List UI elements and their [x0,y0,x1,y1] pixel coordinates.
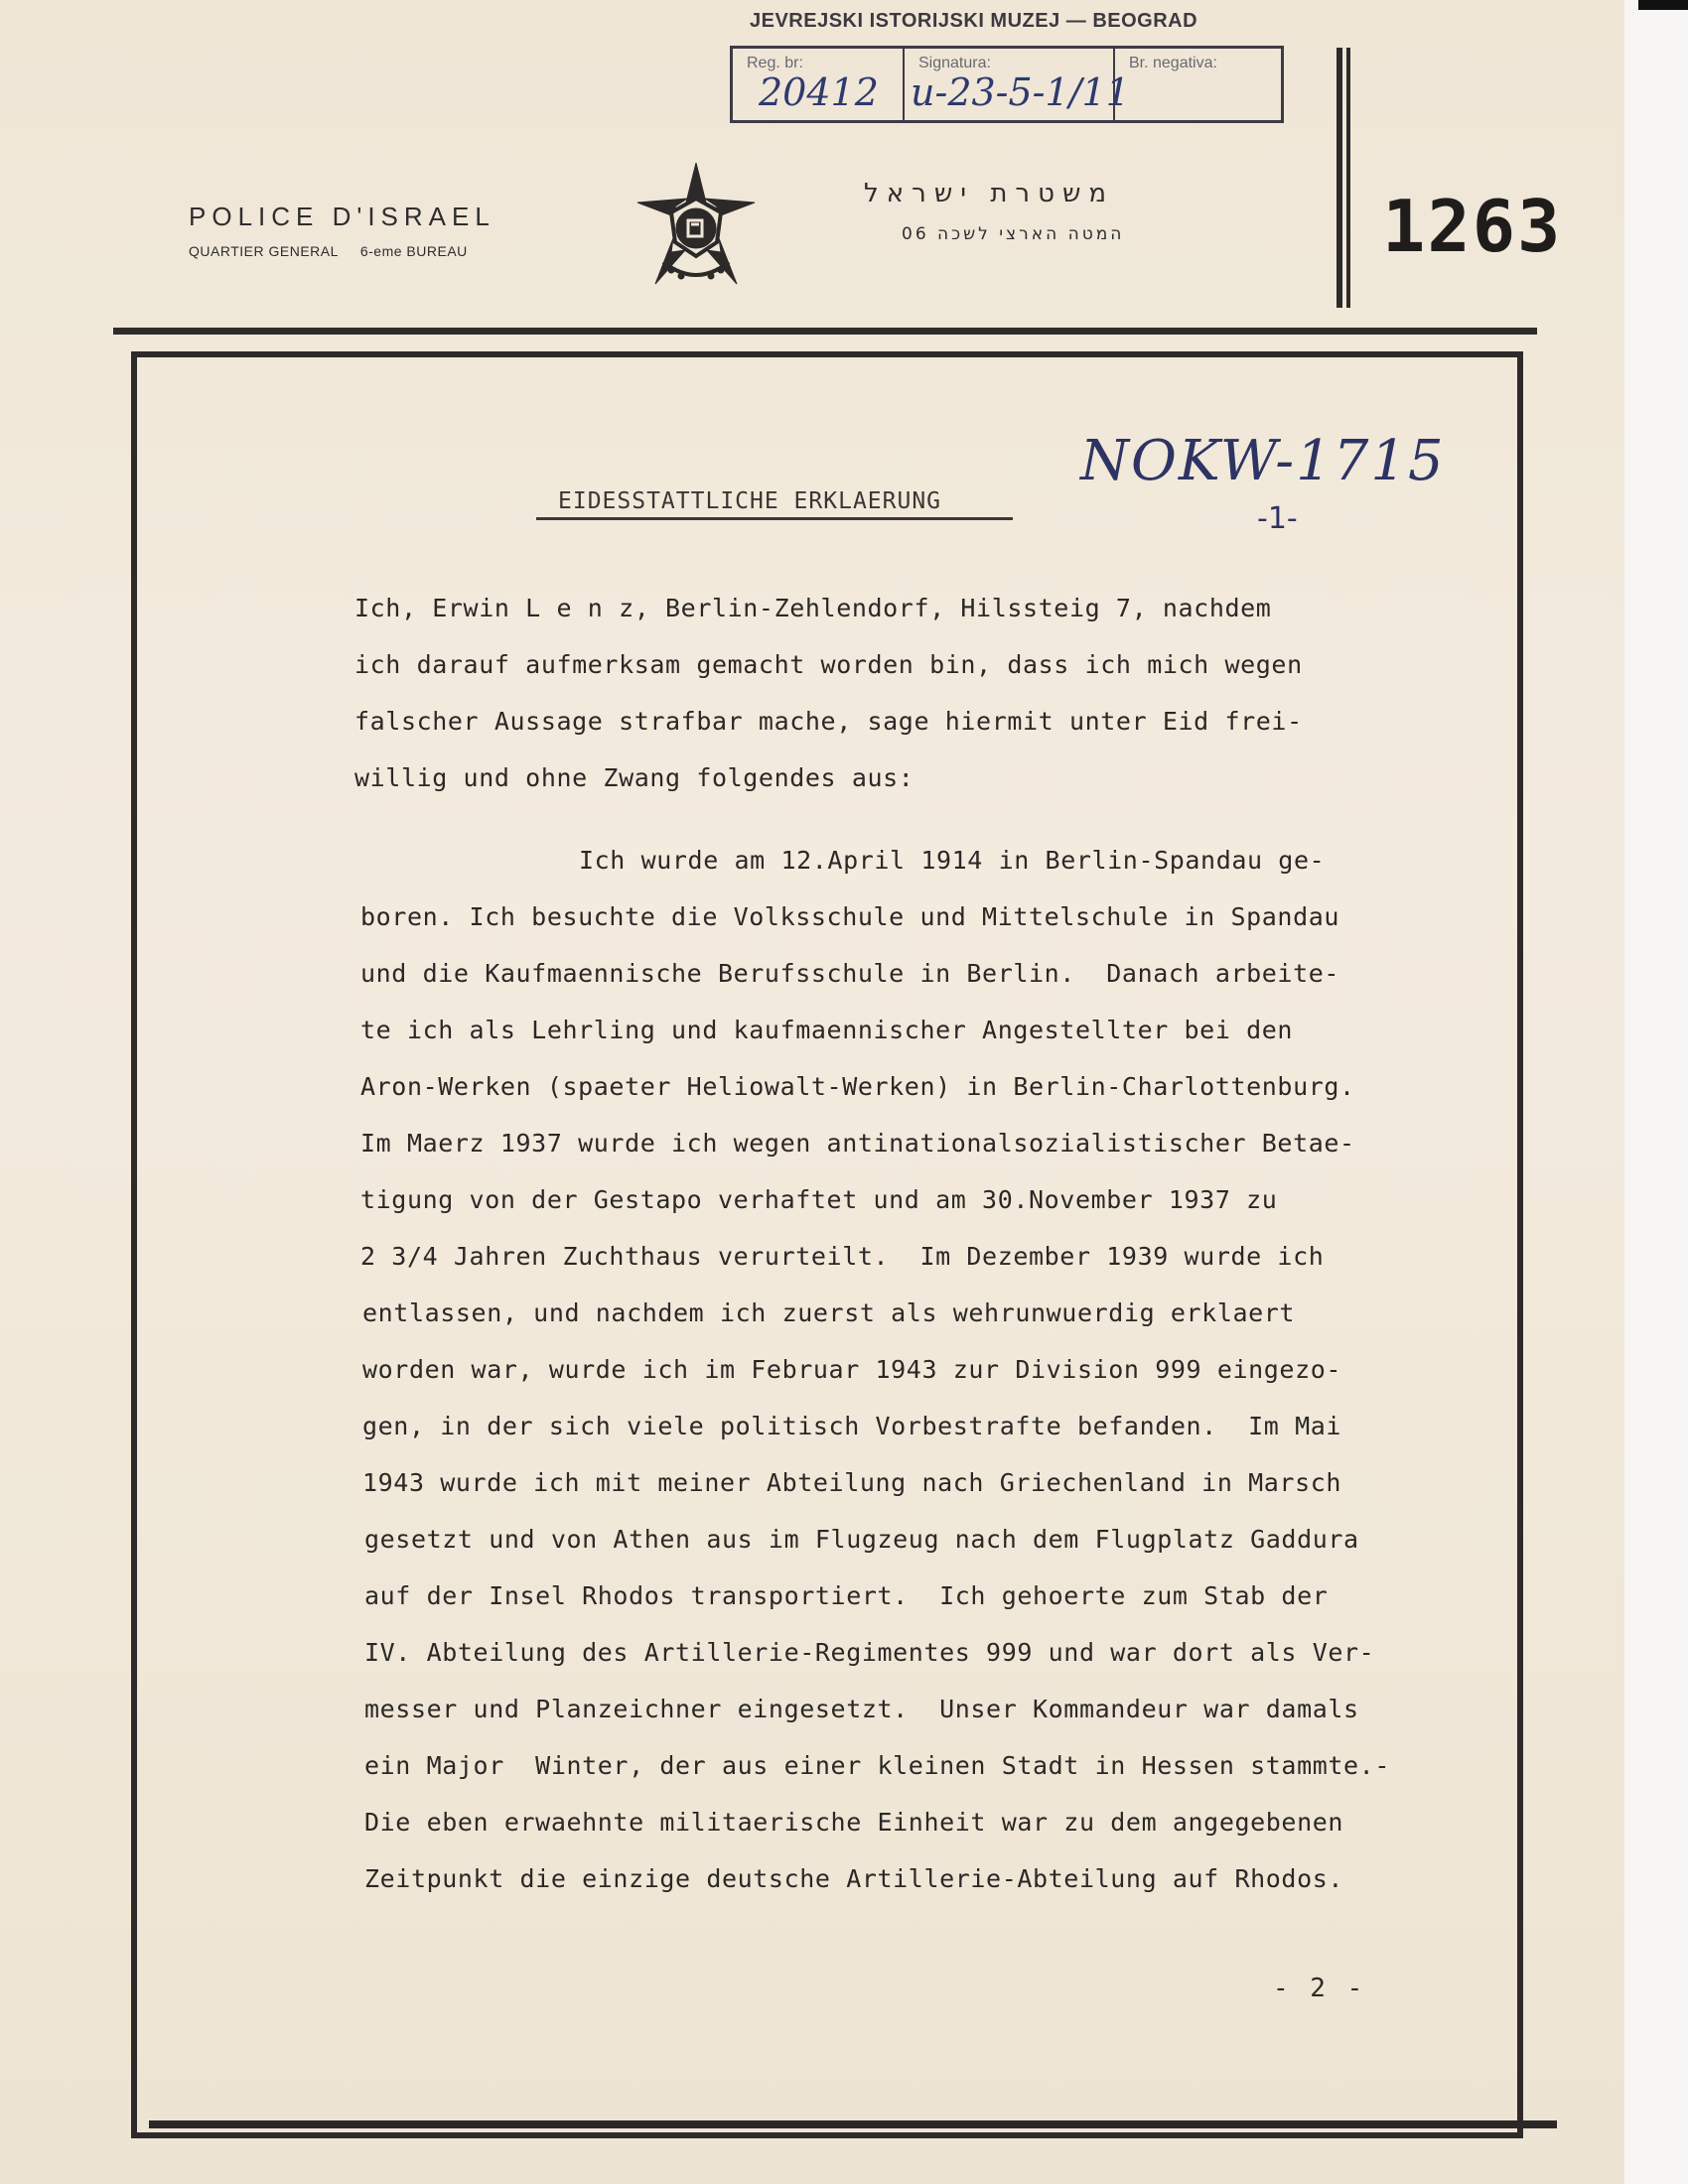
text-line: Zeitpunkt die einzige deutsche Artillerie-Abteilung auf Rhodos. [364,1864,1344,1893]
letterhead-title: POLICE D'ISRAEL [189,202,495,231]
negative-cell [1115,49,1281,120]
signature-cell [905,49,1130,120]
scan-margin [1624,0,1688,2184]
text-line: ein Major Winter, der aus einer kleinen Stadt in Hessen stammte.- [364,1751,1390,1780]
negative-label: Br. negativa: [1129,55,1217,71]
letterhead-hebrew-subtitle: המטה הארצי לשכה 06 [902,224,1125,244]
police-emblem-icon [633,159,759,294]
handwritten-reference: NOKW-1715 [1080,429,1446,493]
document-title: EIDESSTATTLICHE ERKLAERUNG [558,488,942,514]
reg-label: Reg. br: [747,55,803,71]
text-line: tigung von der Gestapo verhaftet und am 30.November 1937 zu [360,1185,1278,1214]
document-number: 1263 [1382,185,1563,268]
reg-value: 20412 [759,70,879,114]
text-line: gesetzt und von Athen aus im Flugzeug nach dem Flugplatz Gaddura [364,1525,1359,1554]
page-number: - 2 - [1273,1974,1366,2003]
vertical-rule [1336,48,1342,308]
text-line: und die Kaufmaennische Berufsschule in Berlin. Danach arbeite- [360,959,1340,988]
text-line: ich darauf aufmerksam gemacht worden bin, dass ich mich wegen [354,650,1303,679]
text-line: Die eben erwaehnte militaerische Einheit war zu dem angegebenen [364,1808,1344,1837]
text-line: te ich als Lehrling und kaufmaennischer Angestellter bei den [360,1016,1294,1044]
text-line: 2 3/4 Jahren Zuchthaus verurteilt. Im Dezember 1939 wurde ich [360,1242,1325,1271]
museum-stamp-title: JEVREJSKI ISTORIJSKI MUZEJ — BEOGRAD [750,10,1198,32]
letterhead-sub-a: QUARTIER GENERAL [189,243,339,259]
text-line: gen, in der sich viele politisch Vorbestrafte befanden. Im Mai [362,1412,1342,1440]
frame-bottom-rule [149,2120,1557,2128]
letterhead-hebrew-title: משטרת ישראל [864,179,1115,208]
text-line: falscher Aussage strafbar mache, sage hiermit unter Eid frei- [354,707,1303,736]
signature-value: u-23-5-1/11 [911,70,1130,114]
text-line: Ich, Erwin L e n z, Berlin-Zehlendorf, Hilssteig 7, nachdem [354,594,1272,622]
handwritten-page-mark: -1- [1257,501,1298,536]
text-line: Aron-Werken (spaeter Heliowalt-Werken) in Berlin-Charlottenburg. [360,1072,1355,1101]
title-underline [536,517,1013,520]
text-line: worden war, wurde ich im Februar 1943 zur Division 999 eingezo- [362,1355,1342,1384]
text-line: Im Maerz 1937 wurde ich wegen antinationalsozialistischer Betae- [360,1129,1355,1158]
text-line: Ich wurde am 12.April 1914 in Berlin-Spandau ge- [579,846,1326,875]
text-line: auf der Insel Rhodos transportiert. Ich gehoerte zum Stab der [364,1581,1329,1610]
text-line: willig und ohne Zwang folgendes aus: [354,763,914,792]
text-line: IV. Abteilung des Artillerie-Regimentes 999 und war dort als Ver- [364,1638,1375,1667]
signature-label: Signatura: [918,55,991,71]
vertical-rule [1346,48,1350,308]
letterhead-subtitle [189,243,468,259]
scan-edge-mark [1638,0,1688,10]
letterhead-sub-b: 6-eme BUREAU [359,243,468,259]
text-line: entlassen, und nachdem ich zuerst als wehrunwuerdig erklaert [362,1298,1296,1327]
archive-stamp-box [730,46,1284,123]
text-line: 1943 wurde ich mit meiner Abteilung nach Griechenland in Marsch [362,1468,1342,1497]
frame-top-rule [113,328,1537,335]
reg-cell [733,49,905,120]
text-line: boren. Ich besuchte die Volksschule und Mittelschule in Spandau [360,902,1340,931]
text-line: messer und Planzeichner eingesetzt. Unser Kommandeur war damals [364,1695,1359,1723]
